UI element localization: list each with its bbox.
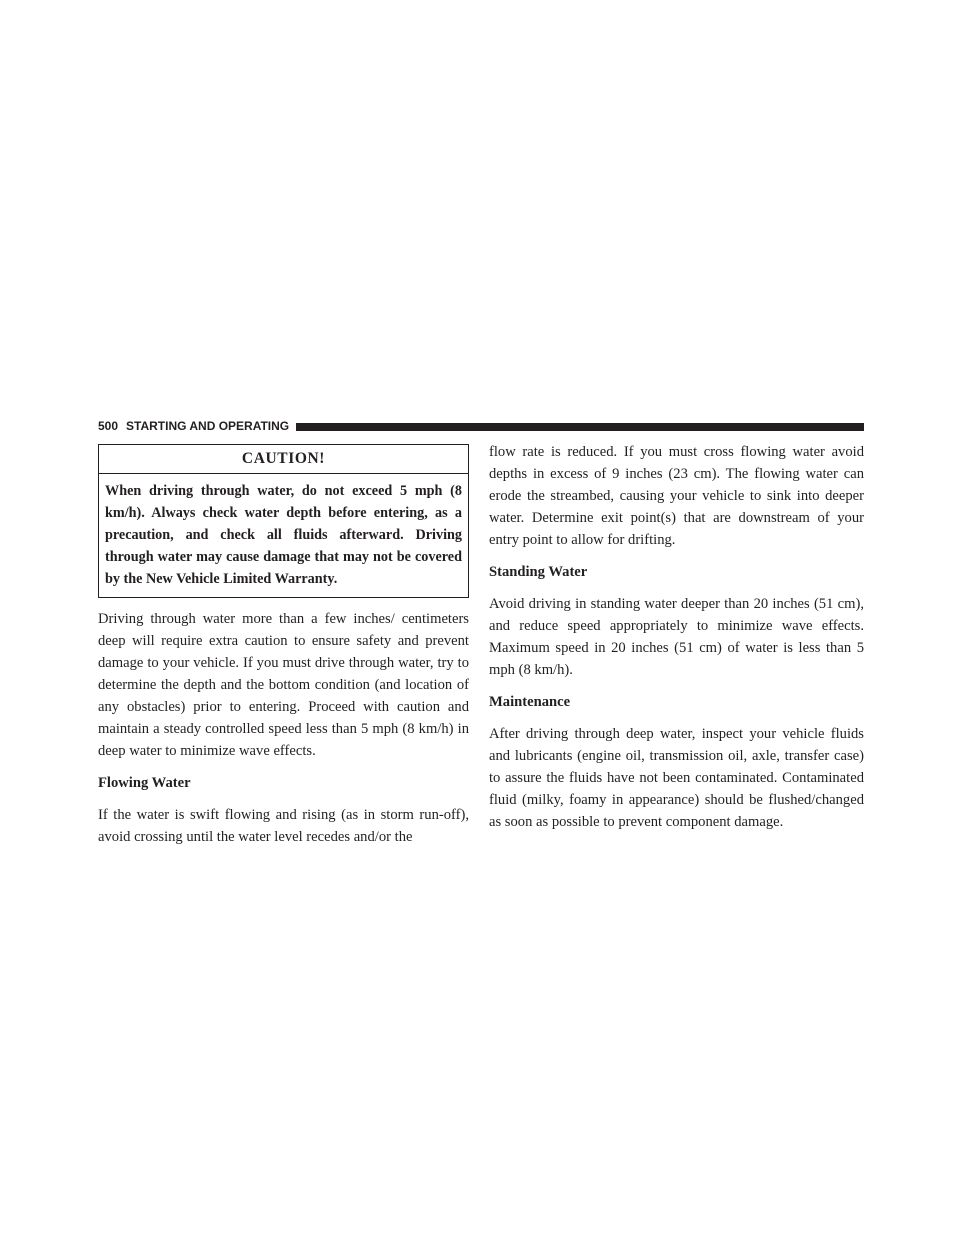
header-rule	[296, 423, 864, 431]
section-title: STARTING AND OPERATING	[126, 419, 290, 433]
standing-water-heading: Standing Water	[489, 564, 588, 580]
page-number: 500	[98, 419, 119, 433]
caution-title: CAUTION!	[99, 449, 468, 474]
page-header	[98, 418, 864, 434]
caution-body: When driving through water, do not exceed 5 mph (8 km/h). Always check water depth before entering, as a precaution, and check all fluids afterward. Driving through water may cause damage that may not be covered by the New Vehicle Limited Warranty.	[105, 483, 462, 587]
flowing-water-paragraph-start: If the water is swift flowing and rising (as in storm run-off), avoid crossing until the water level recedes and/or the	[98, 807, 469, 845]
standing-water-paragraph: Avoid driving in standing water deeper than 20 inches (51 cm), and reduce speed appropriately to minimize wave effects. Maximum speed in 20 inches (51 cm) of water is less than 5 mph (8 km/h).	[489, 596, 864, 678]
left-column	[98, 444, 469, 858]
maintenance-paragraph: After driving through deep water, inspect your vehicle fluids and lubricants (engine oil, transmission oil, axle, transfer case) to assure the fluids have not been contaminated. Contaminated fluid (milky, foamy in appearance) should be flushed/changed as soon as possible to prevent component damage.	[489, 726, 864, 830]
flowing-water-heading: Flowing Water	[98, 775, 191, 791]
intro-paragraph: Driving through water more than a few inches/ centimeters deep will require extra caution to ensure safety and prevent damage to your vehicle. If you must drive through water, try to determine the depth and the bottom condition (and location of any obstacles) prior to entering. Proceed with caution and maintain a steady controlled speed less than 5 mph (8 km/h) in deep water to minimize wave effects.	[98, 611, 469, 759]
flowing-water-paragraph-end: flow rate is reduced. If you must cross flowing water avoid depths in excess of 9 inches (23 cm). The flowing water can erode the streambed, causing your vehicle to sink into deeper water. Determine exit point(s) that are downstream of your entry point to allow for drifting.	[489, 444, 864, 548]
right-column	[489, 441, 864, 843]
caution-box	[98, 444, 469, 598]
maintenance-heading: Maintenance	[489, 694, 571, 710]
